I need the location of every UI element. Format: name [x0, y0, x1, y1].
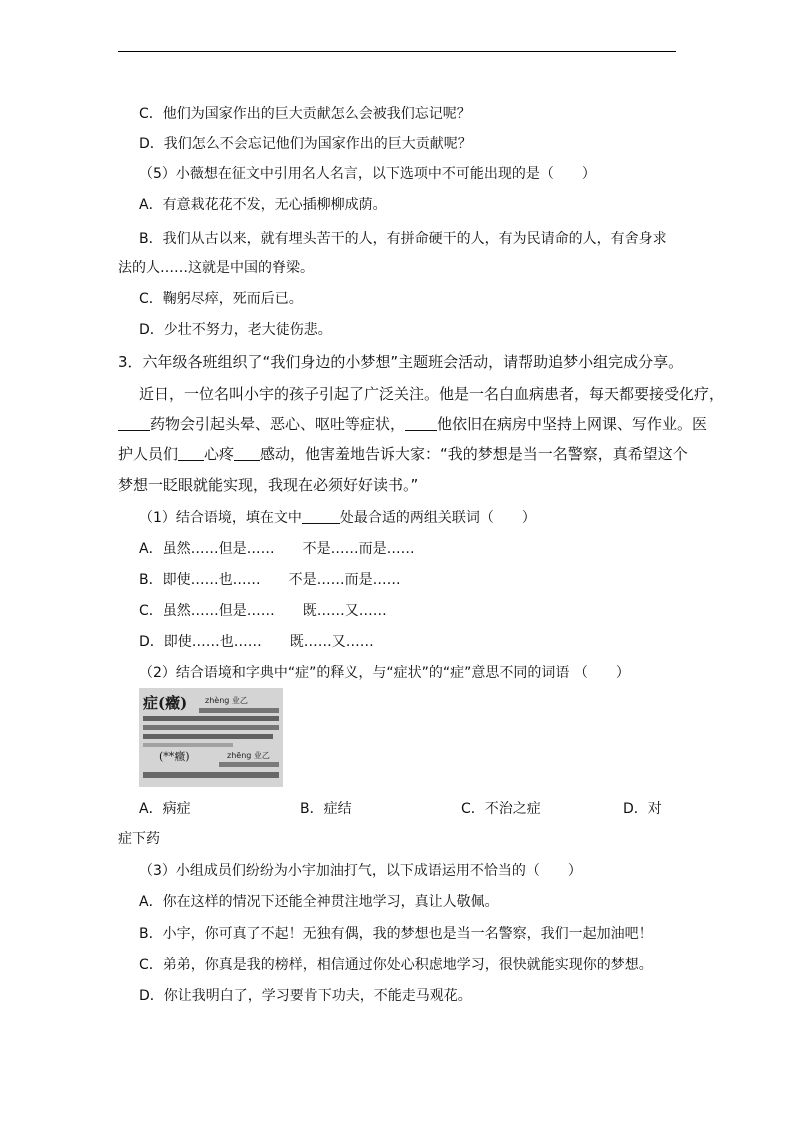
- sub2-stem: （2）结合语境和字典中“症”的释义，与“症状”的“症”意思不同的词语 （ ）: [139, 665, 630, 681]
- dict-headword: 症(癥): [143, 694, 188, 712]
- sub2-option-a: A．病症: [139, 801, 191, 817]
- blank-1: [118, 416, 150, 431]
- sub3-option-b: B．小宇，你可真了不起！无独有偶，我的梦想也是当一名警察，我们一起加油吧！: [139, 926, 653, 942]
- sub5-option-c: C．鞠躬尽瘁，死而后已。: [139, 291, 303, 307]
- blank-4: [234, 446, 260, 461]
- q3-passage-line3: 护人员们 心疼 感动，他害羞地告诉大家：“我的梦想是当一名警察，真希望这个: [118, 445, 688, 463]
- blank-3: [178, 446, 204, 461]
- q2-option-c: C．他们为国家作出的巨大贡献怎么会被我们忘记呢？: [139, 106, 471, 122]
- sub1-stem: （1）结合语境，填在文中 处最合适的两组关联词（ ）: [139, 510, 536, 526]
- sub3-option-d: D．你让我明白了，学习要肯下功夫，不能走马观花。: [139, 988, 472, 1004]
- sub2-option-b: B．症结: [300, 801, 352, 817]
- sub5-stem: （5）小薇想在征文中引用名人名言，以下选项中不可能出现的是（ ）: [139, 166, 596, 182]
- sub5-option-b-line2: 法的人……这就是中国的脊梁。: [118, 260, 314, 276]
- sub2-option-d: D．对: [623, 801, 662, 817]
- dict-pinyin-2: zhēng 业乙: [227, 751, 270, 760]
- sub3-option-c: C．弟弟，你真是我的榜样，相信通过你处心积虑地学习，很快就能实现你的梦想。: [139, 957, 653, 973]
- header-rule: [118, 51, 676, 52]
- q3-passage-line1: 近日，一位名叫小宇的孩子引起了广泛关注。他是一名白血病患者，每天都要接受化疗，: [139, 385, 725, 403]
- sub1-option-b: B．即使……也…… 不是……而是……: [139, 572, 401, 588]
- dict-headword-2: (**癥): [159, 750, 190, 763]
- sub2-option-d-cont: 症下药: [118, 831, 160, 847]
- sub5-option-d: D．少壮不努力，老大徒伤悲。: [139, 322, 332, 338]
- q3-stem: 3．六年级各班组织了“我们身边的小梦想”主题班会活动，请帮助追梦小组完成分享。: [118, 353, 684, 371]
- blank-2: [405, 416, 437, 431]
- q3-passage-line2: 药物会引起头晕、恶心、呕吐等症状， 他依旧在病房中坚持上网课、写作业。医: [118, 414, 707, 434]
- blank-5: [302, 509, 340, 524]
- dictionary-entry-image: [139, 688, 283, 787]
- sub5-option-b-line1: B．我们从古以来，就有埋头苦干的人，有拼命硬干的人，有为民请命的人，有舍身求: [139, 231, 667, 247]
- q2-option-d: D．我们怎么不会忘记他们为国家作出的巨大贡献呢？: [139, 136, 472, 152]
- sub3-stem: （3）小组成员们纷纷为小宇加油打气，以下成语运用不恰当的（ ）: [139, 863, 582, 879]
- sub1-option-d: D．即使……也…… 既……又……: [139, 634, 374, 650]
- sub2-option-c: C．不治之症: [461, 801, 541, 817]
- q3-passage-line4: 梦想一眨眼就能实现，我现在必须好好读书。”: [118, 476, 419, 494]
- sub1-option-a: A．虽然……但是…… 不是……而是……: [139, 541, 415, 557]
- sub3-option-a: A．你在这样的情况下还能全神贯注地学习，真让人敬佩。: [139, 894, 499, 910]
- sub1-option-c: C．虽然……但是…… 既……又……: [139, 603, 387, 619]
- dict-pinyin-1: zhèng 业乙: [205, 696, 248, 705]
- sub5-option-a: A．有意栽花花不发，无心插柳柳成荫。: [139, 197, 387, 213]
